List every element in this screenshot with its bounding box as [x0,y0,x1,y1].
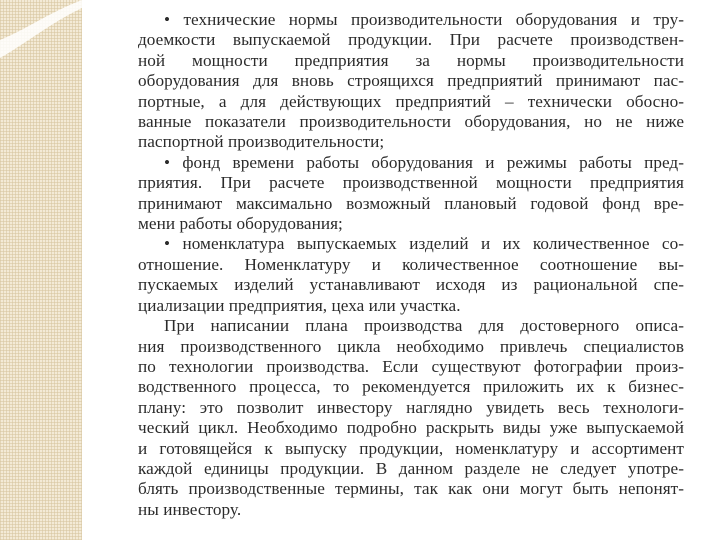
text-line: оборудования для вновь строящихся предприятий принимают пас- [138,71,684,91]
text-line: по технологии производства. Если существуют фотографии произ- [138,356,684,376]
text-line: • номенклатура выпускаемых изделий и их количественное со- [164,234,684,254]
text-line: При написании плана производства для достоверного описа- [164,316,684,336]
text-line: водственного процесса, то рекомендуется приложить их к бизнес- [138,377,684,397]
text-line: ной мощности предприятия за нормы производительности [138,50,684,70]
text-line: ния производственного цикла необходимо привлечь специалистов [138,336,684,356]
text-line: приятия. При расчете производственной мощности предприятия [138,173,684,193]
text-line: • технические нормы производительности оборудования и тру- [164,10,684,29]
text-line: каждой единицы продукции. В данном разделе не следует употре- [138,458,684,478]
text-line: ческий цикл. Необходимо подробно раскрыть виды уже выпускаемой [138,418,684,438]
document-body [138,10,684,520]
text-line: мени работы оборудования; [138,214,343,234]
text-line: ны инвестору. [138,499,242,519]
decorative-swoosh [0,0,82,120]
text-line: • фонд времени работы оборудования и режимы работы пред- [164,152,684,172]
text-line: блять производственные термины, так как они могут быть непонят- [138,479,684,499]
text-line: паспортной производительности; [138,132,385,152]
text-line: и готовящейся к выпуску продукции, номенклатуру и ассортимент [138,438,684,458]
decorative-side-pattern [0,0,82,540]
text-line: доемкости выпускаемой продукции. При расчете производствен- [138,30,684,50]
text-line: циализации предприятия, цеха или участка. [138,295,461,315]
text-line: отношение. Номенклатуру и количественное соотношение вы- [138,254,684,274]
text-line: ванные показатели производительности оборудования, но не ниже [138,112,684,132]
text-line: плану: это позволит инвестору наглядно увидеть весь технологи- [138,397,684,417]
text-line: принимают максимально возможный плановый годовой фонд вре- [138,193,684,213]
text-line: портные, а для действующих предприятий – технически обосно- [138,91,684,111]
text-line: пускаемых изделий устанавливают исходя из рациональной спе- [138,275,684,295]
